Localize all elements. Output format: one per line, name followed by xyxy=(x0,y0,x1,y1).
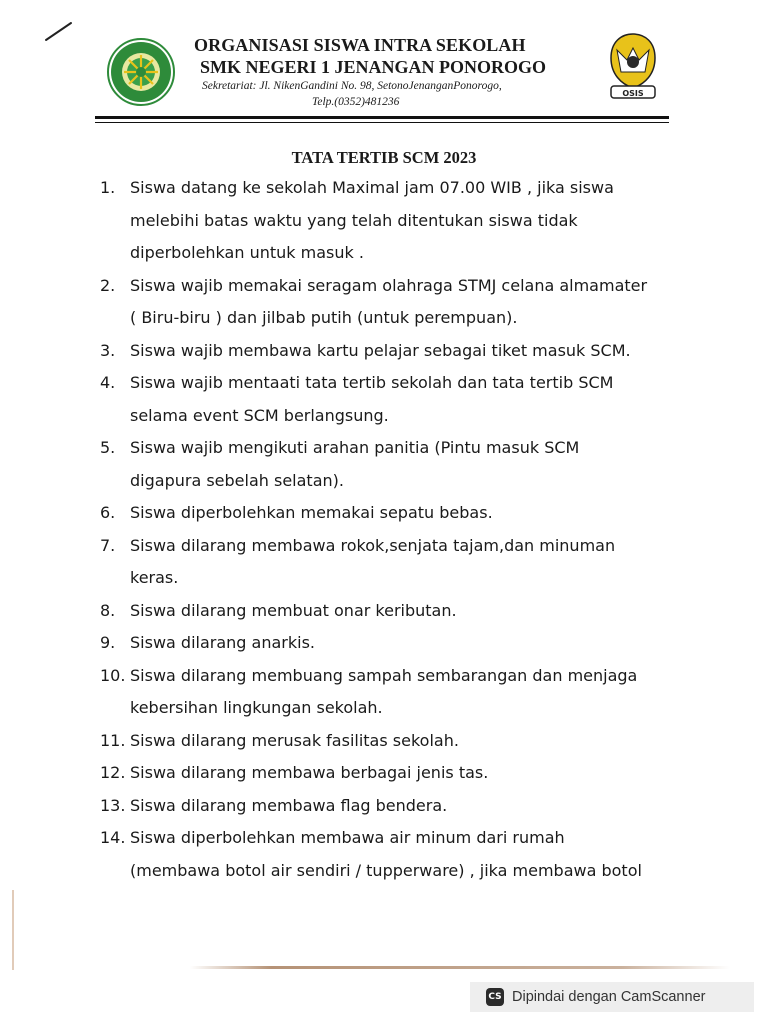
rule-number: 7. xyxy=(100,535,116,555)
rule-item-line xyxy=(100,822,700,855)
rule-text: Siswa dilarang anarkis. xyxy=(130,633,315,652)
rule-number: 10. xyxy=(100,665,126,685)
rule-item-line xyxy=(100,790,700,823)
rule-item-line xyxy=(100,400,700,433)
letterhead-divider-thick xyxy=(95,116,669,119)
rule-number: 12. xyxy=(100,763,126,782)
letterhead-divider-thin xyxy=(95,122,669,123)
rule-number xyxy=(100,237,130,270)
rule-item-line xyxy=(100,530,700,563)
phone-number: Telp.(0352)481236 xyxy=(312,96,400,108)
rule-item-line xyxy=(100,757,700,790)
rule-item-line xyxy=(100,270,700,303)
document-title: TATA TERTIB SCM 2023 xyxy=(291,148,477,167)
rule-number: 14. xyxy=(100,828,126,847)
rule-item-line xyxy=(100,562,700,595)
rule-number: 9. xyxy=(100,633,116,652)
rule-item-line xyxy=(100,302,700,335)
rule-text: (membawa botol air sendiri / tupperware) , jika membawa botol xyxy=(130,860,642,880)
watermark-text: Dipindai dengan CamScanner xyxy=(512,989,706,1005)
svg-text:OSIS: OSIS xyxy=(622,89,644,98)
secretariat-address: Sekretariat: Jl. NikenGandini No. 98, SetonoJenanganPonorogo, xyxy=(202,80,502,92)
rule-text: diperbolehkan untuk masuk . xyxy=(130,243,364,262)
rule-item-line xyxy=(100,627,700,660)
rule-text: ( Biru-biru ) dan jilbab putih (untuk perempuan). xyxy=(130,308,518,327)
rule-text: selama event SCM berlangsung. xyxy=(130,405,389,425)
rule-number xyxy=(100,465,130,498)
rule-text: digapura sebelah selatan). xyxy=(130,470,344,490)
rule-text: Siswa dilarang membuang sampah sembarangan dan menjaga xyxy=(130,665,638,685)
rule-number: 6. xyxy=(100,503,116,522)
rule-number: 11. xyxy=(100,730,126,750)
rule-number: 13. xyxy=(100,795,126,815)
rule-text: Siswa wajib mentaati tata tertib sekolah dan tata tertib SCM xyxy=(130,373,614,392)
rule-number: 5. xyxy=(100,438,116,457)
rule-number xyxy=(100,855,130,888)
rule-item-line xyxy=(100,432,700,465)
rule-text: Siswa wajib memakai seragam olahraga STMJ celana almamater xyxy=(130,275,648,295)
organization-name: ORGANISASI SISWA INTRA SEKOLAH xyxy=(194,35,526,55)
rule-text: Siswa diperbolehkan membawa air minum dari rumah xyxy=(130,828,565,847)
rules-list xyxy=(100,172,700,887)
rule-number xyxy=(100,562,130,595)
rule-number: 1. xyxy=(100,178,116,197)
rule-item-line xyxy=(100,692,700,725)
rule-text: Siswa datang ke sekolah Maximal jam 07.00 WIB , jika siswa xyxy=(130,178,614,197)
letterhead xyxy=(184,34,604,110)
rule-item-line xyxy=(100,205,700,238)
rule-item-line xyxy=(100,855,700,888)
school-name: SMK NEGERI 1 JENANGAN PONOROGO xyxy=(200,57,547,77)
rule-item-line xyxy=(100,725,700,758)
rule-item-line xyxy=(100,497,700,530)
camscanner-icon: CS xyxy=(486,988,504,1006)
scan-bottom-smudge xyxy=(190,966,730,969)
rule-number: 2. xyxy=(100,275,116,295)
rule-number xyxy=(100,400,130,433)
rule-text: melebihi batas waktu yang telah ditentukan siswa tidak xyxy=(130,210,578,230)
rule-text: Siswa diperbolehkan memakai sepatu bebas. xyxy=(130,503,493,522)
rule-number: 3. xyxy=(100,340,116,360)
osis-logo-icon xyxy=(605,32,661,102)
rule-text: keras. xyxy=(130,568,179,587)
rule-text: Siswa dilarang membawa rokok,senjata tajam,dan minuman xyxy=(130,535,616,555)
rule-number: 8. xyxy=(100,600,116,620)
rule-item-line xyxy=(100,367,700,400)
rule-item-line xyxy=(100,465,700,498)
rule-item-line xyxy=(100,595,700,628)
rule-text: Siswa dilarang membuat onar keributan. xyxy=(130,600,457,620)
scan-edge-mark xyxy=(12,890,14,970)
rule-item-line xyxy=(100,237,700,270)
rule-item-line xyxy=(100,660,700,693)
rule-number xyxy=(100,205,130,238)
rule-text: Siswa wajib mengikuti arahan panitia (Pintu masuk SCM xyxy=(130,438,580,457)
rule-text: Siswa wajib membawa kartu pelajar sebagai tiket masuk SCM. xyxy=(130,340,631,360)
rule-item-line xyxy=(100,172,700,205)
rule-number xyxy=(100,302,130,335)
rule-number xyxy=(100,692,130,725)
pen-stroke-mark xyxy=(44,20,74,44)
rule-number: 4. xyxy=(100,373,116,392)
rule-item-line xyxy=(100,335,700,368)
rule-text: Siswa dilarang merusak fasilitas sekolah. xyxy=(130,730,459,750)
rule-text: Siswa dilarang membawa berbagai jenis tas. xyxy=(130,763,489,782)
camscanner-watermark xyxy=(470,982,754,1012)
school-logo-icon xyxy=(106,37,176,107)
rule-text: kebersihan lingkungan sekolah. xyxy=(130,698,383,717)
rule-text: Siswa dilarang membawa flag bendera. xyxy=(130,795,448,815)
